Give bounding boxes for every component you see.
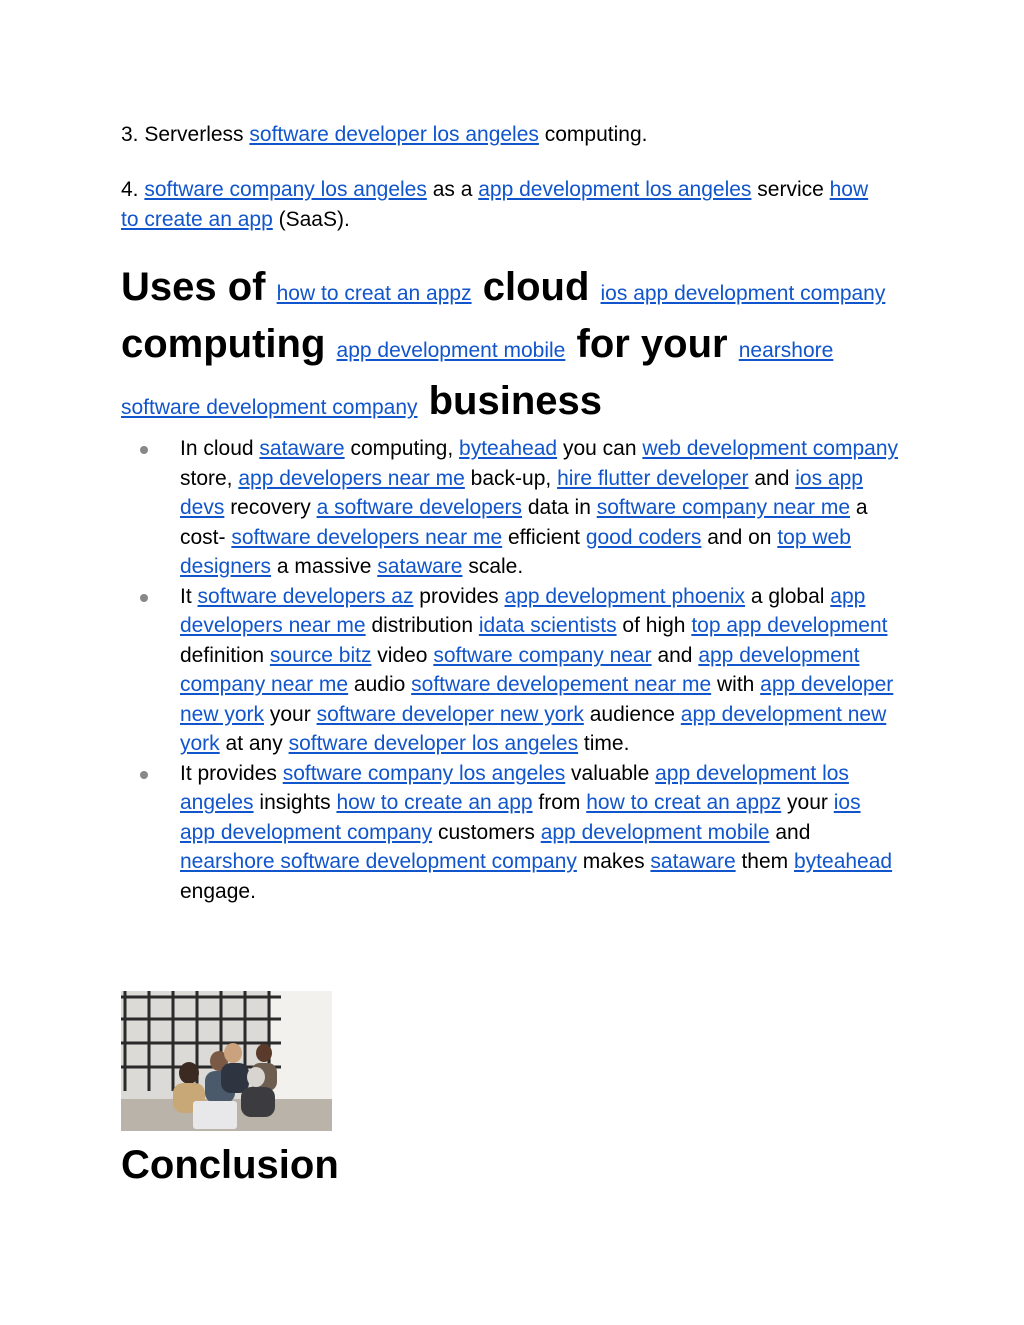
heading-word: business bbox=[428, 379, 603, 423]
text: It bbox=[180, 584, 198, 608]
text: audience bbox=[583, 702, 681, 726]
bullet-item bbox=[121, 582, 900, 759]
text: engage. bbox=[180, 879, 256, 903]
link[interactable]: app development phoenix bbox=[504, 584, 746, 608]
link[interactable]: how to create an app bbox=[121, 178, 869, 231]
link[interactable]: software developer new york bbox=[316, 702, 584, 726]
link[interactable]: software developers near me bbox=[231, 525, 503, 549]
text: your bbox=[264, 702, 317, 726]
link[interactable]: ios app development company bbox=[600, 282, 886, 305]
link[interactable]: app development mobile bbox=[336, 339, 566, 362]
link[interactable]: web development company bbox=[642, 437, 898, 460]
link[interactable]: source bitz bbox=[269, 643, 372, 667]
text: customers bbox=[432, 820, 541, 844]
text: of high bbox=[616, 614, 692, 637]
link[interactable]: ios app development company bbox=[180, 791, 861, 844]
text: computing. bbox=[538, 123, 648, 146]
text: insights bbox=[253, 791, 337, 814]
text: a massive bbox=[271, 555, 378, 578]
link[interactable]: ios app devs bbox=[180, 466, 863, 519]
team-photo-illustration bbox=[121, 991, 332, 1131]
link[interactable]: app development los angeles bbox=[478, 178, 752, 201]
text: video bbox=[371, 643, 434, 667]
link[interactable]: nearshore software development company bbox=[121, 339, 834, 419]
link[interactable]: app development company near me bbox=[180, 643, 860, 696]
link[interactable]: app developers near me bbox=[238, 466, 465, 490]
heading-word: computing bbox=[121, 322, 326, 366]
text: distribution bbox=[365, 614, 479, 637]
text: 3. Serverless bbox=[121, 123, 250, 146]
link[interactable]: software company los angeles bbox=[144, 178, 427, 201]
link[interactable]: app development new york bbox=[180, 702, 887, 755]
link[interactable]: software company los angeles bbox=[282, 761, 566, 785]
bullet-item bbox=[121, 759, 900, 907]
link[interactable]: byteahead bbox=[459, 437, 558, 460]
text: a cost- bbox=[180, 496, 868, 549]
link[interactable]: sataware bbox=[259, 437, 345, 460]
text: 4. bbox=[121, 178, 145, 201]
text: valuable bbox=[565, 761, 656, 785]
list-item-3 bbox=[121, 120, 911, 150]
link[interactable]: nearshore software development company bbox=[180, 850, 577, 873]
text: efficient bbox=[502, 525, 586, 549]
text: scale. bbox=[462, 555, 524, 578]
text: provides bbox=[413, 584, 505, 608]
link[interactable]: how to create an app bbox=[336, 791, 533, 814]
text: recovery bbox=[224, 496, 317, 519]
link[interactable]: app development mobile bbox=[540, 820, 770, 844]
text: audio bbox=[348, 673, 412, 696]
link[interactable]: app developer new york bbox=[180, 673, 894, 726]
link[interactable]: top web designers bbox=[180, 525, 851, 578]
list-item-4 bbox=[121, 175, 881, 235]
text: and bbox=[748, 466, 796, 490]
link[interactable]: top app development bbox=[691, 614, 888, 637]
link[interactable]: app developers near me bbox=[180, 584, 866, 637]
bullet-item bbox=[121, 434, 900, 582]
team-photo bbox=[121, 991, 332, 1131]
text: from bbox=[532, 791, 587, 814]
text: as a bbox=[426, 178, 479, 201]
link[interactable]: software developers az bbox=[197, 584, 414, 608]
link[interactable]: sataware bbox=[377, 555, 463, 578]
text: with bbox=[711, 673, 761, 696]
bullet-dot-icon bbox=[140, 594, 148, 602]
text: them bbox=[735, 850, 794, 873]
text: back-up, bbox=[464, 466, 558, 490]
link[interactable]: software developer los angeles bbox=[288, 732, 579, 755]
text: In cloud bbox=[180, 437, 260, 460]
link[interactable]: software developement near me bbox=[411, 673, 712, 696]
text: (SaaS). bbox=[272, 208, 350, 231]
link[interactable]: software company near bbox=[433, 643, 652, 667]
text: service bbox=[751, 178, 830, 201]
text: store, bbox=[180, 466, 239, 490]
text: definition bbox=[180, 643, 270, 667]
link[interactable]: byteahead bbox=[794, 850, 893, 873]
link[interactable]: software company near me bbox=[596, 496, 851, 519]
heading-word: for your bbox=[576, 322, 728, 366]
text: time. bbox=[578, 732, 630, 755]
text: you can bbox=[557, 437, 643, 460]
bullet-list bbox=[121, 434, 911, 906]
text: and bbox=[769, 820, 811, 844]
heading-word: cloud bbox=[482, 265, 590, 309]
heading-word: Uses of bbox=[121, 265, 266, 309]
text: and on bbox=[701, 525, 778, 549]
link[interactable]: app development los angeles bbox=[180, 761, 849, 814]
link[interactable]: sataware bbox=[650, 850, 736, 873]
link[interactable]: good coders bbox=[585, 525, 702, 549]
text: a global bbox=[745, 584, 831, 608]
link[interactable]: idata scientists bbox=[478, 614, 617, 637]
bullet-dot-icon bbox=[140, 446, 148, 454]
text: and bbox=[651, 643, 699, 667]
text: computing, bbox=[344, 437, 460, 460]
link[interactable]: a software developers bbox=[316, 496, 523, 519]
text: makes bbox=[576, 850, 651, 873]
section-heading bbox=[121, 262, 911, 433]
link[interactable]: software developer los angeles bbox=[249, 123, 539, 146]
link[interactable]: hire flutter developer bbox=[557, 466, 749, 490]
text: your bbox=[781, 791, 834, 814]
text: It provides bbox=[180, 761, 283, 785]
bullet-dot-icon bbox=[140, 771, 148, 779]
text: data in bbox=[522, 496, 597, 519]
link[interactable]: how to creat an appz bbox=[586, 791, 782, 814]
conclusion-heading: Conclusion bbox=[121, 1143, 339, 1187]
text: at any bbox=[219, 732, 289, 755]
link[interactable]: how to creat an appz bbox=[276, 282, 472, 305]
